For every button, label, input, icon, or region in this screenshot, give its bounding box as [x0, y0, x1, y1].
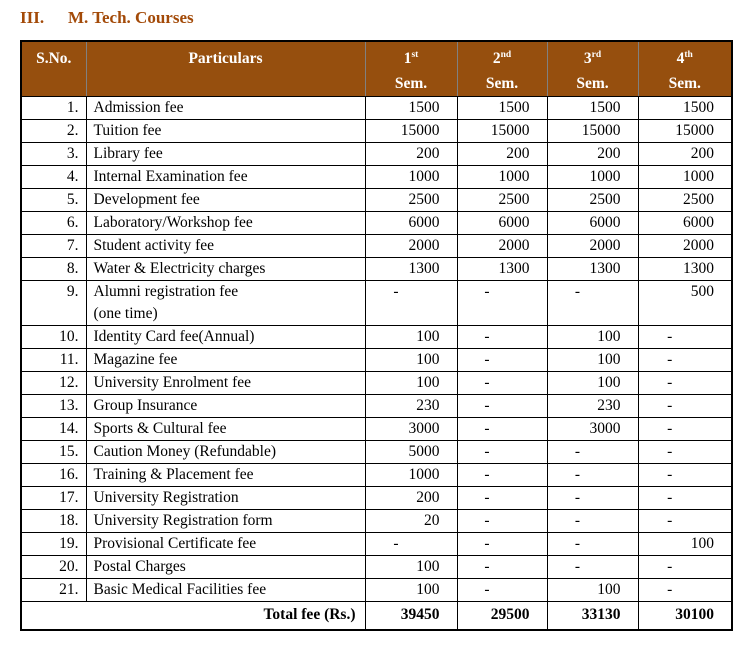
row-value-sem4: -: [638, 418, 732, 441]
row-value-sem1: 6000: [365, 212, 457, 235]
table-row: [21, 189, 732, 212]
particulars-line1: Student activity fee: [93, 237, 215, 254]
row-value-sem3: 100: [547, 326, 638, 349]
row-value-sem1: 100: [365, 326, 457, 349]
table-row: [21, 418, 732, 441]
row-sno: 16.: [21, 464, 86, 487]
row-particulars: [86, 120, 365, 143]
row-value-sem3: 100: [547, 372, 638, 395]
row-value-sem3: -: [547, 533, 638, 556]
table-row: [21, 349, 732, 372]
particulars-line1: Provisional Certificate fee: [93, 535, 257, 552]
particulars-line1: Internal Examination fee: [93, 168, 248, 185]
table-row: [21, 556, 732, 579]
row-value-sem1: 2500: [365, 189, 457, 212]
row-value-sem1: -: [365, 281, 457, 326]
particulars-line1: Identity Card fee(Annual): [93, 328, 255, 345]
row-value-sem2: 6000: [457, 212, 547, 235]
table-row: [21, 97, 732, 120]
table-row: [21, 143, 732, 166]
table-row: [21, 579, 732, 602]
row-value-sem3: 2500: [547, 189, 638, 212]
row-particulars: [86, 556, 365, 579]
row-value-sem1: 1500: [365, 97, 457, 120]
row-value-sem4: 500: [638, 281, 732, 326]
row-sno: 11.: [21, 349, 86, 372]
row-value-sem2: -: [457, 281, 547, 326]
row-value-sem1: 100: [365, 556, 457, 579]
row-value-sem1: 230: [365, 395, 457, 418]
row-value-sem1: 200: [365, 143, 457, 166]
row-particulars: [86, 510, 365, 533]
row-sno: 1.: [21, 97, 86, 120]
particulars-line1: Water & Electricity charges: [93, 260, 266, 277]
row-particulars: [86, 189, 365, 212]
row-value-sem4: 15000: [638, 120, 732, 143]
sem3-label: Sem.: [576, 75, 609, 92]
row-value-sem1: 100: [365, 372, 457, 395]
row-value-sem2: 15000: [457, 120, 547, 143]
row-particulars: [86, 441, 365, 464]
row-sno: 19.: [21, 533, 86, 556]
sem2-ordinal: 2nd: [492, 49, 512, 67]
particulars-line1: Magazine fee: [93, 351, 178, 368]
row-value-sem2: 1000: [457, 166, 547, 189]
row-value-sem2: 1500: [457, 97, 547, 120]
particulars-line1: Sports & Cultural fee: [93, 420, 227, 437]
col-header-sno: S.No.: [21, 41, 86, 97]
row-value-sem2: -: [457, 418, 547, 441]
col-header-sem2: [457, 41, 547, 97]
row-sno: 2.: [21, 120, 86, 143]
row-value-sem1: -: [365, 533, 457, 556]
row-particulars: [86, 372, 365, 395]
row-value-sem3: 1000: [547, 166, 638, 189]
col-header-sem1: [365, 41, 457, 97]
row-particulars: [86, 533, 365, 556]
table-row: [21, 533, 732, 556]
total-sem2: 29500: [457, 602, 547, 630]
row-particulars: [86, 143, 365, 166]
row-value-sem3: -: [547, 487, 638, 510]
row-particulars: [86, 212, 365, 235]
particulars-line1: Training & Placement fee: [93, 466, 254, 483]
row-value-sem1: 100: [365, 579, 457, 602]
row-value-sem2: -: [457, 395, 547, 418]
row-value-sem4: -: [638, 579, 732, 602]
row-value-sem1: 1000: [365, 464, 457, 487]
total-sem4: 30100: [638, 602, 732, 630]
row-value-sem4: -: [638, 441, 732, 464]
particulars-line1: Basic Medical Facilities fee: [93, 581, 267, 598]
table-row: [21, 326, 732, 349]
particulars-line1: Caution Money (Refundable): [93, 443, 277, 460]
row-value-sem3: -: [547, 556, 638, 579]
row-sno: 21.: [21, 579, 86, 602]
col-header-particulars: Particulars: [86, 41, 365, 97]
row-value-sem3: -: [547, 281, 638, 326]
sem1-ordinal: 1st: [403, 49, 419, 67]
row-value-sem1: 3000: [365, 418, 457, 441]
row-value-sem4: 1300: [638, 258, 732, 281]
row-particulars: [86, 464, 365, 487]
total-row: [21, 602, 732, 630]
row-value-sem4: -: [638, 556, 732, 579]
row-value-sem2: -: [457, 326, 547, 349]
row-value-sem3: -: [547, 441, 638, 464]
row-value-sem1: 100: [365, 349, 457, 372]
row-value-sem1: 15000: [365, 120, 457, 143]
row-value-sem4: 1000: [638, 166, 732, 189]
table-row: [21, 258, 732, 281]
row-value-sem3: -: [547, 464, 638, 487]
fee-table: [20, 40, 733, 631]
row-value-sem4: -: [638, 349, 732, 372]
row-value-sem1: 2000: [365, 235, 457, 258]
table-row: [21, 120, 732, 143]
row-value-sem2: -: [457, 372, 547, 395]
row-value-sem2: -: [457, 533, 547, 556]
header-row: [21, 41, 732, 97]
table-row: [21, 166, 732, 189]
row-value-sem2: 1300: [457, 258, 547, 281]
row-value-sem4: 200: [638, 143, 732, 166]
col-header-sem3: [547, 41, 638, 97]
row-value-sem3: -: [547, 510, 638, 533]
particulars-line1: Admission fee: [93, 99, 184, 116]
table-row: [21, 510, 732, 533]
row-value-sem3: 15000: [547, 120, 638, 143]
sem4-label: Sem.: [668, 75, 701, 92]
particulars-line1: Laboratory/Workshop fee: [93, 214, 253, 231]
row-particulars: [86, 326, 365, 349]
row-value-sem1: 1300: [365, 258, 457, 281]
particulars-line1: Group Insurance: [93, 397, 198, 414]
row-value-sem4: -: [638, 464, 732, 487]
row-value-sem3: 230: [547, 395, 638, 418]
row-value-sem4: -: [638, 326, 732, 349]
row-sno: 5.: [21, 189, 86, 212]
row-particulars: [86, 487, 365, 510]
section-number: III.: [20, 8, 45, 27]
row-particulars: [86, 579, 365, 602]
table-row: [21, 395, 732, 418]
row-value-sem4: 6000: [638, 212, 732, 235]
section-heading: [0, 0, 739, 28]
particulars-line2: (one time): [93, 305, 158, 322]
row-value-sem3: 200: [547, 143, 638, 166]
row-sno: 12.: [21, 372, 86, 395]
total-sem3: 33130: [547, 602, 638, 630]
particulars-line1: University Registration form: [93, 512, 273, 529]
row-value-sem4: 2500: [638, 189, 732, 212]
row-particulars: [86, 258, 365, 281]
row-sno: 8.: [21, 258, 86, 281]
sem3-ordinal: 3rd: [583, 49, 602, 67]
table-row: [21, 464, 732, 487]
row-particulars: [86, 97, 365, 120]
particulars-line1: Tuition fee: [93, 122, 162, 139]
row-particulars: [86, 418, 365, 441]
table-row: [21, 441, 732, 464]
row-value-sem1: 1000: [365, 166, 457, 189]
sem4-ordinal: 4th: [676, 49, 693, 67]
row-sno: 15.: [21, 441, 86, 464]
row-value-sem2: -: [457, 579, 547, 602]
particulars-line1: University Enrolment fee: [93, 374, 252, 391]
row-value-sem1: 20: [365, 510, 457, 533]
row-sno: 9.: [21, 281, 86, 326]
row-sno: 7.: [21, 235, 86, 258]
row-value-sem3: 3000: [547, 418, 638, 441]
row-value-sem4: -: [638, 395, 732, 418]
row-value-sem2: -: [457, 556, 547, 579]
row-value-sem2: 2500: [457, 189, 547, 212]
total-sem1: 39450: [365, 602, 457, 630]
row-value-sem2: 200: [457, 143, 547, 166]
row-value-sem2: -: [457, 510, 547, 533]
row-value-sem4: 1500: [638, 97, 732, 120]
particulars-line1: University Registration: [93, 489, 239, 506]
row-particulars: [86, 235, 365, 258]
row-value-sem2: -: [457, 487, 547, 510]
particulars-line1: Alumni registration fee: [93, 283, 239, 300]
row-particulars: [86, 166, 365, 189]
table-row: [21, 372, 732, 395]
row-value-sem2: -: [457, 464, 547, 487]
row-value-sem3: 1500: [547, 97, 638, 120]
row-sno: 13.: [21, 395, 86, 418]
table-row: [21, 212, 732, 235]
row-sno: 3.: [21, 143, 86, 166]
row-value-sem3: 100: [547, 349, 638, 372]
row-sno: 18.: [21, 510, 86, 533]
col-header-sem4: [638, 41, 732, 97]
row-value-sem3: 1300: [547, 258, 638, 281]
row-value-sem2: 2000: [457, 235, 547, 258]
row-particulars: [86, 349, 365, 372]
page-title: M. Tech. Courses: [68, 8, 194, 27]
row-sno: 4.: [21, 166, 86, 189]
row-value-sem3: 2000: [547, 235, 638, 258]
row-value-sem4: 100: [638, 533, 732, 556]
table-row: [21, 487, 732, 510]
row-sno: 17.: [21, 487, 86, 510]
row-sno: 10.: [21, 326, 86, 349]
particulars-line1: Postal Charges: [93, 558, 186, 575]
row-sno: 6.: [21, 212, 86, 235]
table-row: [21, 235, 732, 258]
row-value-sem4: 2000: [638, 235, 732, 258]
row-value-sem4: -: [638, 487, 732, 510]
row-value-sem3: 100: [547, 579, 638, 602]
sem1-label: Sem.: [394, 75, 428, 92]
sem2-label: Sem.: [485, 75, 519, 92]
row-particulars: [86, 395, 365, 418]
row-sno: 20.: [21, 556, 86, 579]
row-value-sem4: -: [638, 372, 732, 395]
row-particulars: [86, 281, 365, 326]
row-sno: 14.: [21, 418, 86, 441]
total-label: Total fee (Rs.): [21, 602, 365, 630]
particulars-line1: Development fee: [93, 191, 200, 208]
row-value-sem2: -: [457, 349, 547, 372]
row-value-sem1: 200: [365, 487, 457, 510]
table-row: [21, 281, 732, 326]
row-value-sem2: -: [457, 441, 547, 464]
row-value-sem1: 5000: [365, 441, 457, 464]
row-value-sem3: 6000: [547, 212, 638, 235]
row-value-sem4: -: [638, 510, 732, 533]
particulars-line1: Library fee: [93, 145, 163, 162]
